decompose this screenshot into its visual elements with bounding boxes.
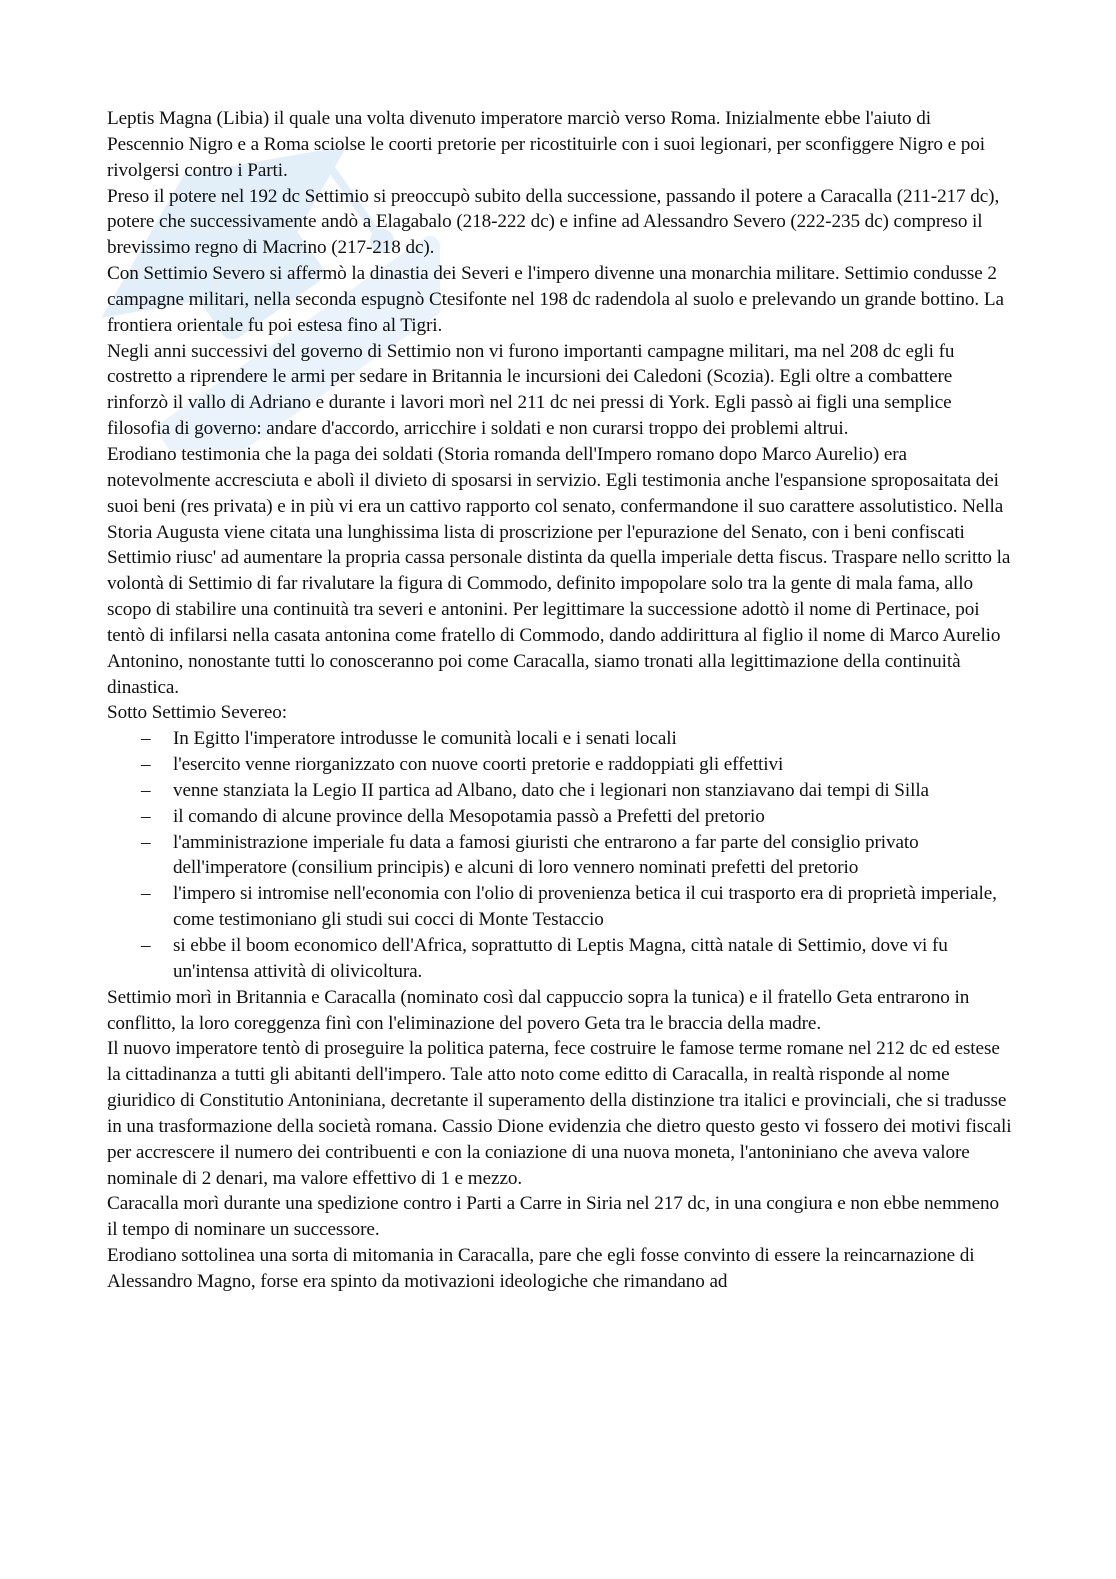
list-item (141, 830, 1012, 882)
reforms-list (107, 726, 1012, 984)
paragraph-succession: Preso il potere nel 192 dc Settimio si preoccupò subito della successione, passando il potere a Caracalla (211-217 dc), potere che successivamente andò a Elagabalo (218-222 dc) e infine ad Alessandro Severo (222-235 dc) compreso il brevissimo regno di Macrino (217-218 dc). (107, 185, 1000, 259)
dash-marker: – (141, 779, 151, 801)
document-body (107, 106, 1012, 1295)
list-item (141, 752, 1012, 778)
list-item-text: si ebbe il boom economico dell'Africa, soprattutto di Leptis Magna, città natale di Settimio, dove vi fu un'intensa attività di olivicoltura. (173, 935, 948, 982)
list-item-text: In Egitto l'imperatore introdusse le comunità locali e i senati locali (173, 728, 677, 750)
dash-marker: – (141, 883, 151, 905)
list-item-text: l'esercito venne riorganizzato con nuove coorti pretorie e raddoppiati gli effettivi (173, 754, 784, 776)
list-item (141, 881, 1012, 933)
list-item-text: il comando di alcune province della Mesopotamia passò a Prefetti del pretorio (173, 805, 765, 827)
dash-marker: – (141, 831, 151, 853)
dash-marker: – (141, 935, 151, 956)
list-item-text: l'amministrazione imperiale fu data a famosi giuristi che entrarono a far parte del consiglio privato dell'imperatore (consilium principis) e alcuni di loro vennero nominati prefetti del pretorio (173, 831, 919, 879)
dash-marker: – (141, 728, 151, 750)
paragraph-severan-dynasty: Con Settimio Severo si affermò la dinastia dei Severi e l'impero divenne una monarchia militare. Settimio condusse 2 campagne militari, nella seconda espugnò Ctesifonte nel 198 dc radendola al suolo e prelevando un grande bottino. La frontiera orientale fu poi estesa fino al Tigri. (107, 263, 1004, 336)
paragraph-carre: Caracalla morì durante una spedizione contro i Parti a Carre in Siria nel 217 dc, in una congiura e non ebbe nemmeno il tempo di nominare un successore. (107, 1193, 1000, 1241)
paragraph-erodiano: Erodiano testimonia che la paga dei soldati (Storia romanda dell'Impero romano dopo Marco Aurelio) era notevolmente accresciuta e abolì il divieto di sposarsi in servizio. Egli testimonia anche l'espansione sproposaitata dei suoi beni (res privata) e in più vi era un cattivo rapporto col senato, confermandone il suo carattere assolutistico. Nella Storia Augusta viene citata una lunghissima lista di proscrizione per l'epurazione del Senato, con i beni confiscati Settimio riusc' ad aumentare la propria cassa personale distinta da quella imperiale detta fiscus. Traspare nello scritto la volontà di Settimio di far rivalutare la figura di Commodo, definito impopolare solo tra la gente di mala fama, allo scopo di stabilire una continuità tra severi e antonini. Per legittimare la successione adottò il nome di Pertinace, poi tentò di infilarsi nella casata antonina come fratello di Commodo, dando addirittura al figlio il nome di Marco Aurelio Antonino, nonostante tutti lo conosceranno poi come Caracalla, siamo tronati alla legittimazione della continuità dinastica. (107, 443, 1011, 698)
paragraph-mitomania: Erodiano sottolinea una sorta di mitomania in Caracalla, pare che egli fosse convinto di essere la reincarnazione di Alessandro Magno, forse era spinto da motivazioni ideologiche che rimandano ad (107, 1245, 975, 1292)
list-item (141, 804, 1012, 830)
dash-marker: – (141, 805, 151, 827)
paragraph-constitutio: Il nuovo imperatore tentò di proseguire la politica paterna, fece costruire le famose terme romane nel 212 dc ed estese la cittadinanza a tutti gli abitanti dell'impero. Tale atto noto come editto di Caracalla, in realtà risponde al nome giuridico di Constitutio Antoniniana, decretante il superamento della distinzione tra italici e provinciali, che si tradusse in una trasformazione della società romana. Cassio Dione evidenzia che dietro questo gesto vi fossero dei motivi fiscali per accrescere il numero dei contribuenti e con la coniazione di una nuova moneta, l'antoniniano che aveva valore nominale di 2 denari, ma valore effettivo di 1 e mezzo. (107, 1038, 1012, 1189)
paragraph-geta: Settimio morì in Britannia e Caracalla (nominato così dal cappuccio sopra la tunica) e il fratello Geta entrarono in conflitto, la loro coreggenza finì con l'eliminazione del povero Geta tra le braccia della madre. (107, 986, 970, 1034)
paragraph-list-intro: Sotto Settimio Severeo: (107, 702, 287, 724)
paragraph-britannia: Negli anni successivi del governo di Settimio non vi furono importanti campagne militari, ma nel 208 dc egli fu costretto a riprendere le armi per sedare in Britannia le incursioni dei Caledoni (Scozia). Egli oltre a combattere rinforzò il vallo di Adriano e durante i lavori morì nel 211 dc nei pressi di York. Egli passò ai figli una semplice filosofia di governo: andare d'accordo, arricchire i soldati e non curarsi troppo dei problemi altrui. (107, 340, 955, 440)
list-item (141, 778, 1012, 804)
dash-marker: – (141, 754, 151, 776)
list-item (141, 933, 1012, 985)
list-item-text: venne stanziata la Legio II partica ad Albano, dato che i legionari non stanziavano dai tempi di Silla (173, 779, 929, 801)
list-item (141, 726, 1012, 752)
paragraph-leptis-magna: Leptis Magna (Libia) il quale una volta divenuto imperatore marciò verso Roma. Inizialmente ebbe l'aiuto di Pescennio Nigro e a Roma sciolse le coorti pretorie per ricostituirle con i suoi legionari, per sconfiggere Nigro e poi rivolgersi contro i Parti. (107, 108, 985, 181)
list-item-text: l'impero si intromise nell'economia con l'olio di provenienza betica il cui trasporto era di proprietà imperiale, come testimoniano gli studi sui cocci di Monte Testaccio (173, 883, 997, 931)
